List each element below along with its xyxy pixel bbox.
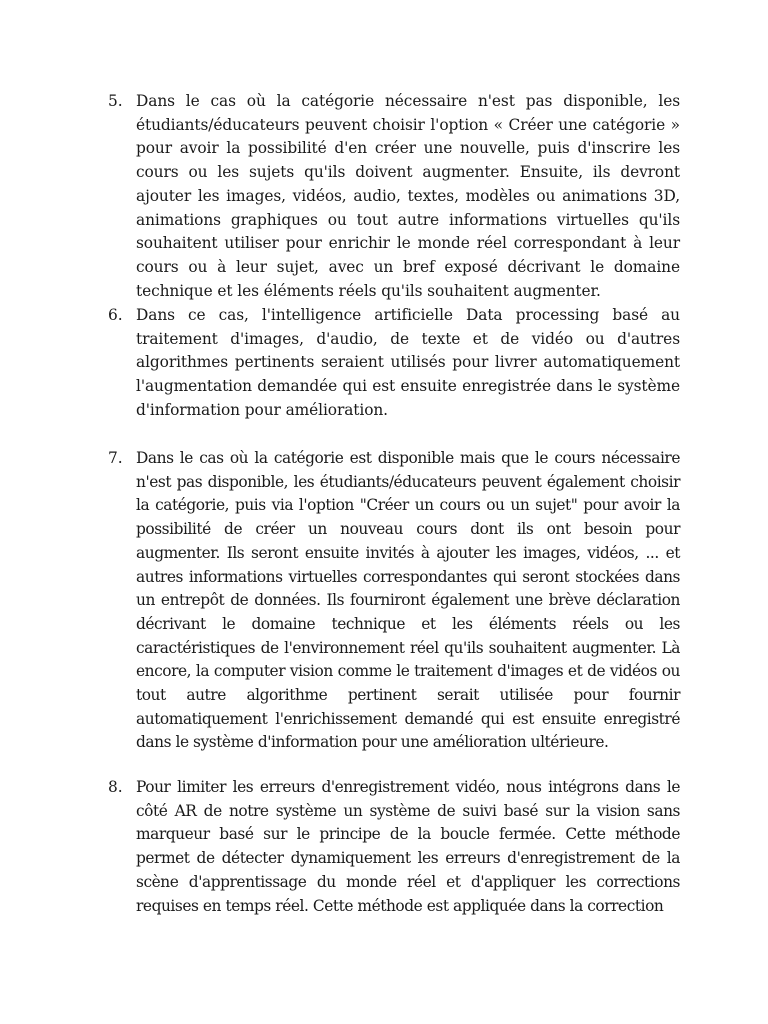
list-item-7 xyxy=(108,447,680,755)
list-item-text: Dans ce cas, l'intelligence artificielle Data processing basé au traitement d'images, d'audio, de texte et de vidéo ou d'autres algorithmes pertinents seraient utilisés pour livrer automatiquement l'augmentation demandée qui est ensuite enregistrée dans le système d'information pour amélioration. xyxy=(136,306,680,419)
list-item-text: Dans le cas où la catégorie est disponible mais que le cours nécessaire n'est pas disponible, les étudiants/éducateurs peuvent également choisir la catégorie, puis via l'option "Créer un cours ou un sujet" pour avoir la possibilité de créer un nouveau cours dont ils ont besoin pour augmenter. Ils seront ensuite invités à ajouter les images, vidéos, ... et autres informations virtuelles correspondantes qui seront stockées dans un entrepôt de données. Ils fourniront également une brève déclaration décrivant le domaine technique et les éléments réels ou les caractéristiques de l'environnement réel qu'ils souhaitent augmenter. Là encore, la computer vision comme le traitement d'images et de vidéos ou tout autre algorithme pertinent serait utilisée pour fournir automatiquement l'enrichissement demandé qui est ensuite enregistré dans le système d'information pour une amélioration ultérieure. xyxy=(136,449,680,752)
list-item-number: 7. xyxy=(108,449,123,467)
list-item-text: Dans le cas où la catégorie nécessaire n'est pas disponible, les étudiants/éducateurs peuvent choisir l'option « Créer une catégorie » pour avoir la possibilité d'en créer une nouvelle, puis d'inscrire les cours ou les sujets qu'ils doivent augmenter. Ensuite, ils devront ajouter les images, vidéos, audio, textes, modèles ou animations 3D, animations graphiques ou tout autre informations virtuelles qu'ils souhaitent utiliser pour enrichir le monde réel correspondant à leur cours ou à leur sujet, avec un bref exposé décrivant le domaine technique et les éléments réels qu'ils souhaitent augmenter. xyxy=(136,92,680,300)
list-item-text: Pour limiter les erreurs d'enregistrement vidéo, nous intégrons dans le côté AR de notre système un système de suivi basé sur la vision sans marqueur basé sur le principe de la boucle fermée. Cette méthode permet de détecter dynamiquement les erreurs d'enregistrement de la scène d'apprentissage du monde réel et d'appliquer les corrections requises en temps réel. Cette méthode est appliquée dans la correction xyxy=(136,778,680,915)
list-item-number: 8. xyxy=(108,778,123,796)
list-item-8 xyxy=(108,776,680,918)
list-item-6 xyxy=(108,304,680,423)
list-item-5 xyxy=(108,90,680,303)
list-item-number: 5. xyxy=(108,92,123,110)
list-item-number: 6. xyxy=(108,306,123,324)
